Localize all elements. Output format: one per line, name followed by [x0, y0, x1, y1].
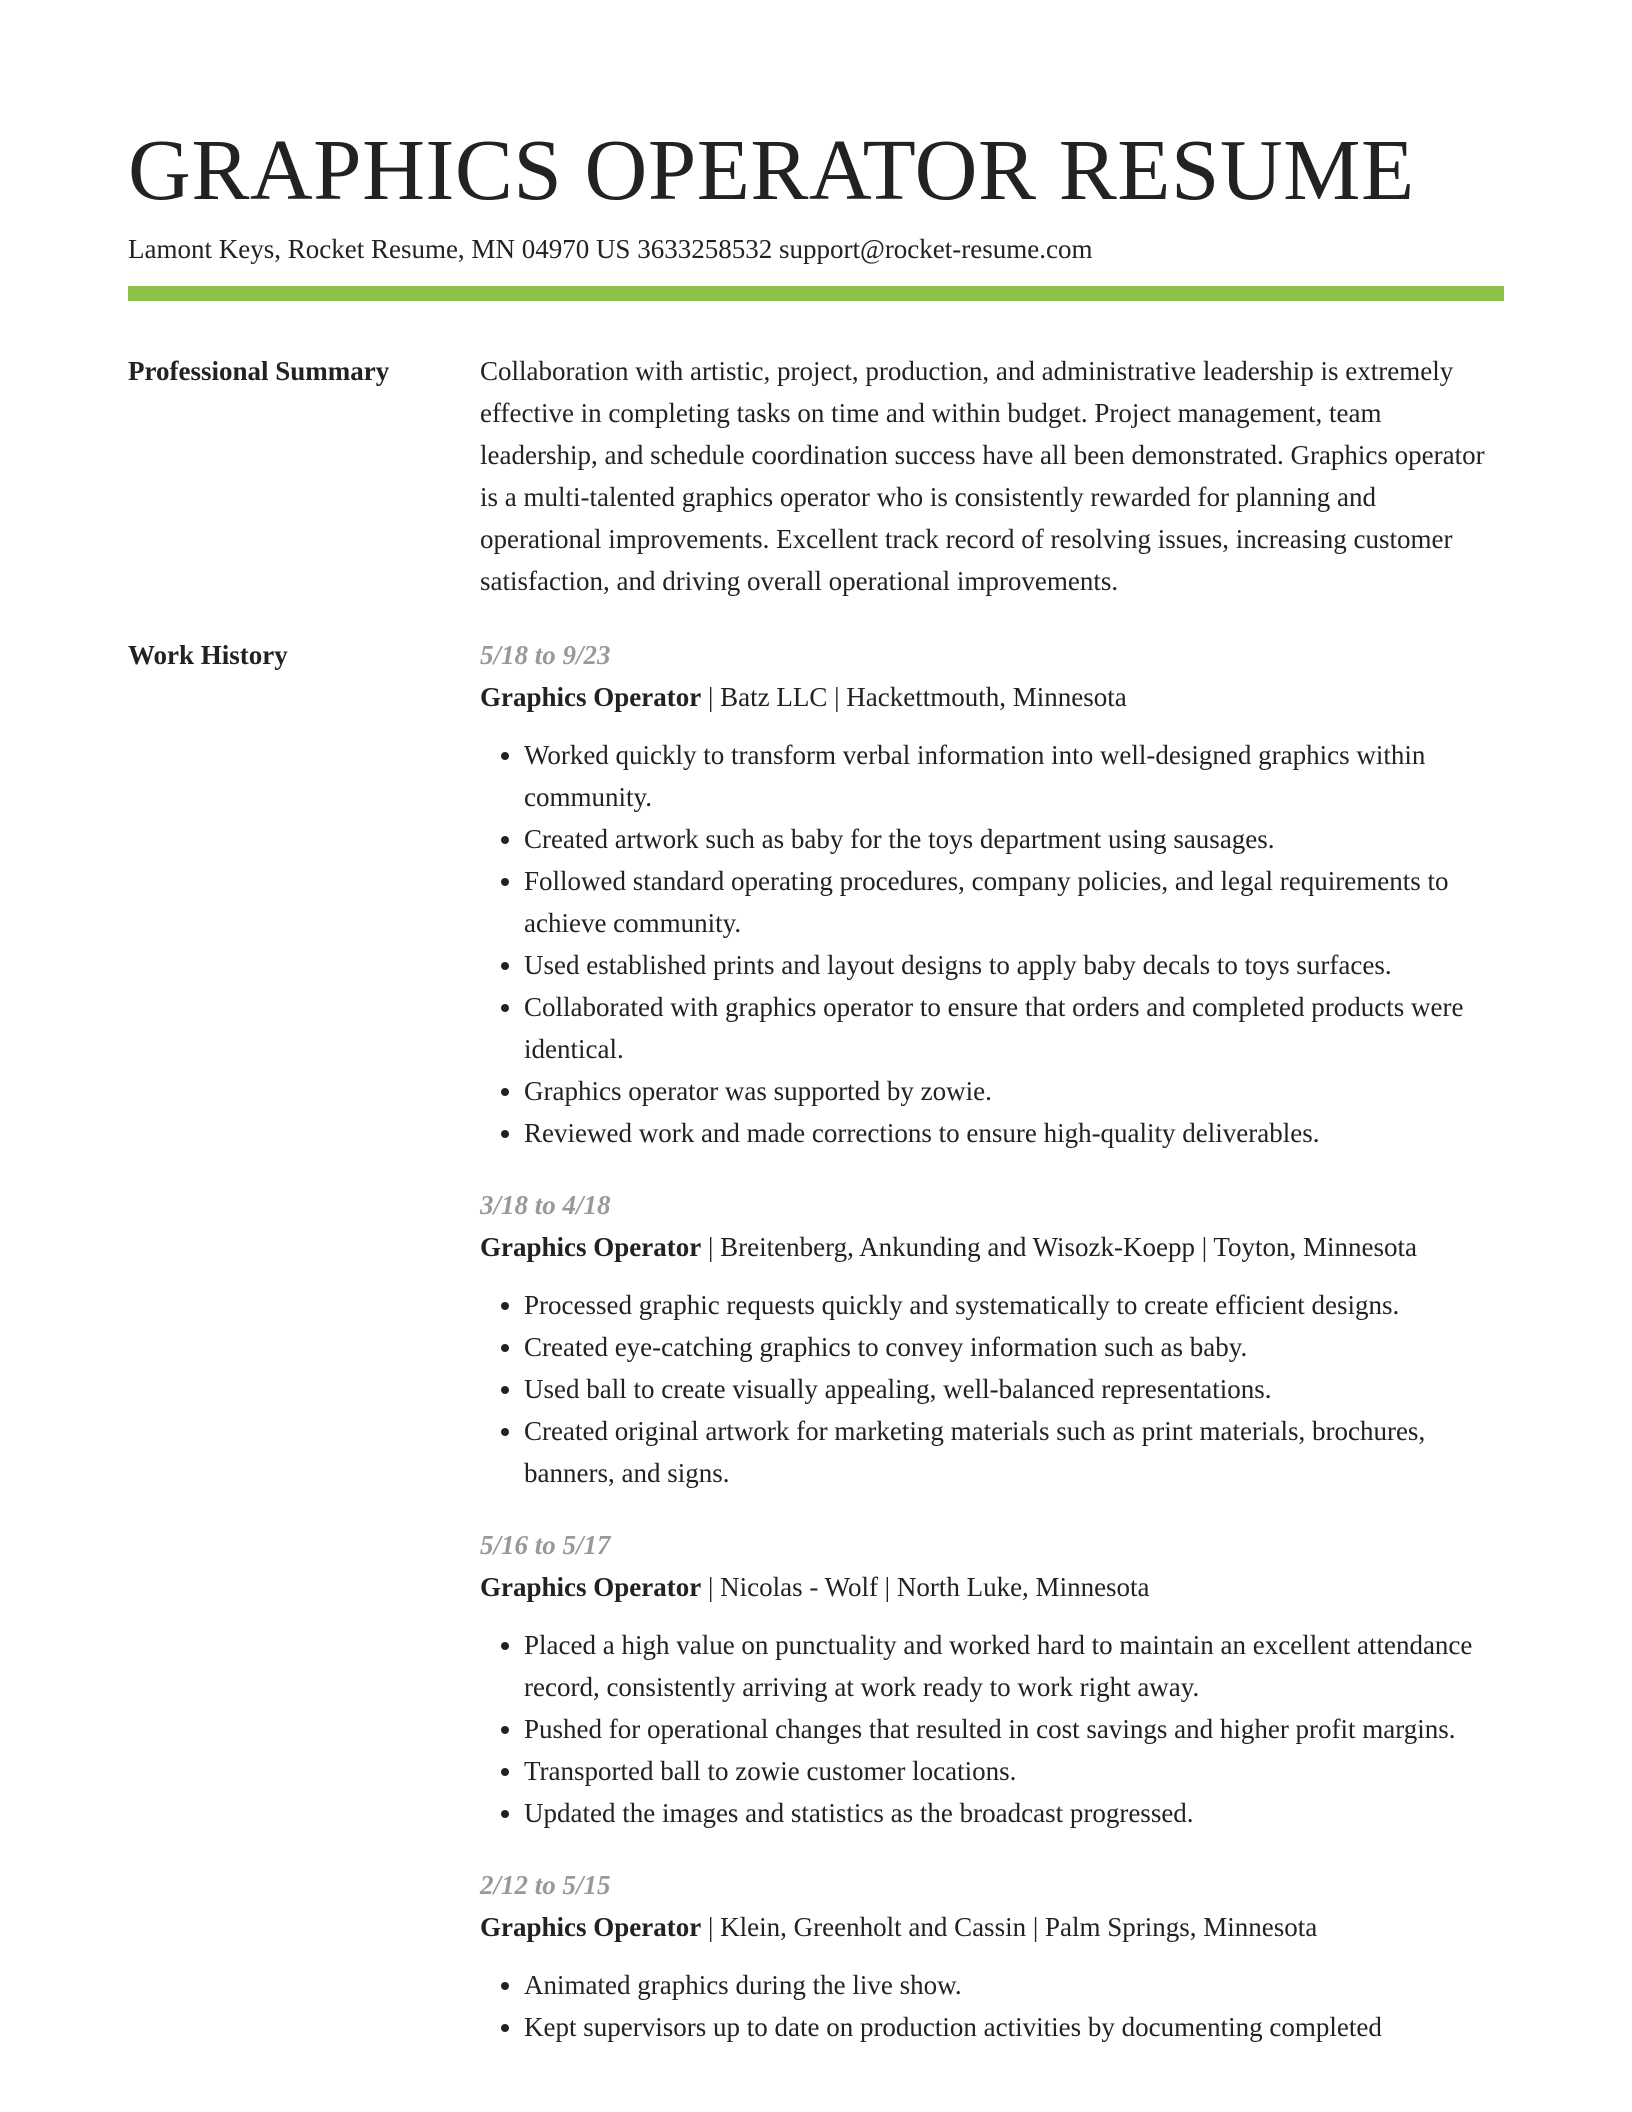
- job-heading: [480, 1906, 1504, 1948]
- job-bullet: • Used established prints and layout designs to apply baby decals to toys surfaces.: [524, 944, 1504, 986]
- job-bullet: • Pushed for operational changes that resulted in cost savings and higher profit margins.: [524, 1708, 1504, 1750]
- job-dates: 5/18 to 9/23: [480, 640, 611, 670]
- job-heading: [480, 676, 1504, 718]
- job-bullet: • Transported ball to zowie customer locations.: [524, 1750, 1504, 1792]
- job-bullet-list: [480, 734, 1504, 1154]
- job-bullet: • Created original artwork for marketing materials such as print materials, brochures, banners, and signs.: [524, 1410, 1504, 1494]
- job-company-location: | Nicolas - Wolf | North Luke, Minnesota: [701, 1572, 1150, 1602]
- job-title: Graphics Operator: [480, 1572, 702, 1602]
- job-company-location: | Klein, Greenholt and Cassin | Palm Springs, Minnesota: [701, 1912, 1318, 1942]
- job-bullet: • Updated the images and statistics as the broadcast progressed.: [524, 1792, 1504, 1834]
- job-entry: [480, 634, 1504, 1154]
- job-title: Graphics Operator: [480, 1912, 702, 1942]
- job-heading: [480, 1226, 1504, 1268]
- job-title: Graphics Operator: [480, 682, 702, 712]
- job-bullet: • Created artwork such as baby for the toys department using sausages.: [524, 818, 1504, 860]
- job-dates: 5/16 to 5/17: [480, 1530, 611, 1560]
- job-entry: [480, 1184, 1504, 1494]
- job-bullet-list: [480, 1964, 1504, 2048]
- accent-divider: [128, 286, 1504, 301]
- job-dates: 2/12 to 5/15: [480, 1870, 611, 1900]
- job-bullet: • Animated graphics during the live show.: [524, 1964, 1504, 2006]
- resume-header: [128, 120, 1504, 266]
- job-bullet: • Placed a high value on punctuality and worked hard to maintain an excellent attendance record, consistently arriving at work ready to work right away.: [524, 1624, 1504, 1708]
- job-company-location: | Breitenberg, Ankunding and Wisozk-Koepp | Toyton, Minnesota: [701, 1232, 1417, 1262]
- summary-text: Collaboration with artistic, project, production, and administrative leadership is extremely effective in completing tasks on time and within budget. Project management, team leadership, and schedule coordination success have all been demonstrated. Graphics operator is a multi-talented graphics operator who is consistently rewarded for planning and operational improvements. Excellent track record of resolving issues, increasing customer satisfaction, and driving overall operational improvements.: [480, 356, 1485, 596]
- job-heading: [480, 1566, 1504, 1608]
- job-bullet: • Collaborated with graphics operator to ensure that orders and completed products were identical.: [524, 986, 1504, 1070]
- job-bullet-list: [480, 1624, 1504, 1834]
- job-company-location: | Batz LLC | Hackettmouth, Minnesota: [701, 682, 1127, 712]
- job-bullet: • Followed standard operating procedures, company policies, and legal requirements to achieve community.: [524, 860, 1504, 944]
- contact-line: Lamont Keys, Rocket Resume, MN 04970 US 3633258532 support@rocket-resume.com: [128, 234, 1093, 264]
- job-entry: [480, 1524, 1504, 1834]
- job-bullet: • Processed graphic requests quickly and systematically to create efficient designs.: [524, 1284, 1504, 1326]
- job-dates: 3/18 to 4/18: [480, 1190, 611, 1220]
- job-bullet: • Used ball to create visually appealing, well-balanced representations.: [524, 1368, 1504, 1410]
- job-entry: [480, 1864, 1504, 2048]
- job-list: [480, 634, 1504, 2078]
- resume-title: GRAPHICS OPERATOR RESUME: [128, 121, 1415, 218]
- job-title: Graphics Operator: [480, 1232, 702, 1262]
- job-bullet-list: [480, 1284, 1504, 1494]
- job-bullet: • Worked quickly to transform verbal information into well-designed graphics within community.: [524, 734, 1504, 818]
- job-bullet: • Created eye-catching graphics to convey information such as baby.: [524, 1326, 1504, 1368]
- job-bullet: • Kept supervisors up to date on production activities by documenting completed: [524, 2006, 1504, 2048]
- section-label-work-history: Work History: [128, 640, 288, 670]
- job-bullet: • Graphics operator was supported by zowie.: [524, 1070, 1504, 1112]
- section-label-summary: Professional Summary: [128, 356, 390, 386]
- job-bullet: • Reviewed work and made corrections to ensure high-quality deliverables.: [524, 1112, 1504, 1154]
